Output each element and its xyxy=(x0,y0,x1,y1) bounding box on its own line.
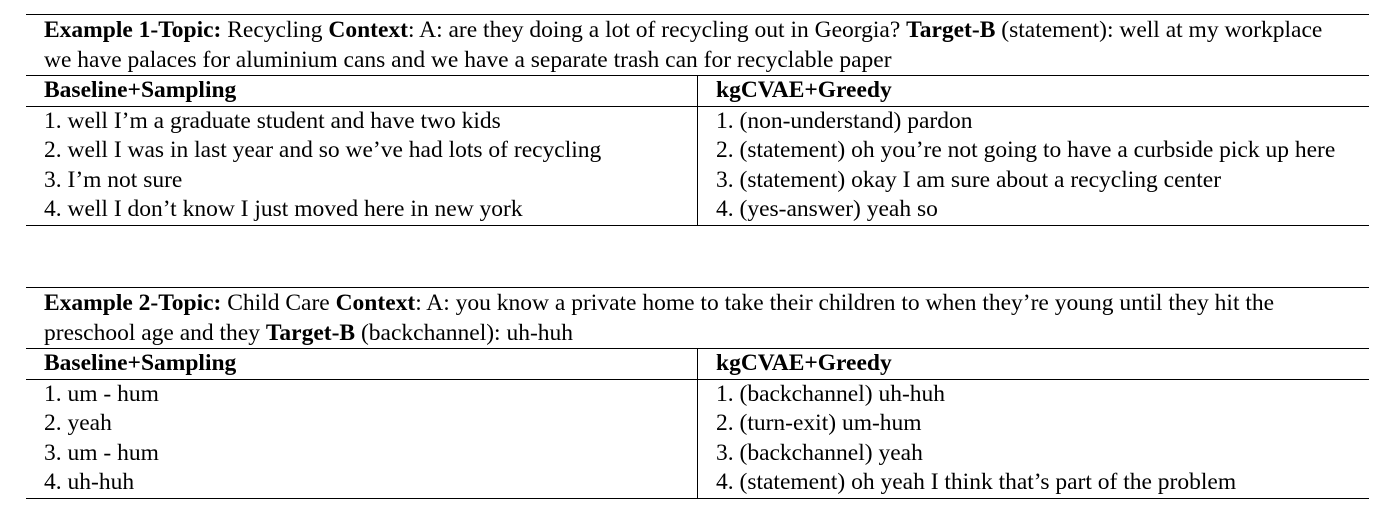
baseline-response: 1. well I’m a graduate student and have two kids xyxy=(26,107,698,137)
baseline-response: 4. uh-huh xyxy=(26,468,698,498)
target-text: (backchannel): uh-huh xyxy=(355,319,574,346)
table-row xyxy=(26,468,1369,498)
kgcvae-response: 3. (statement) okay I am sure about a recycling center xyxy=(716,166,1222,193)
context-text: : A: are they doing a lot of recycling out in Georgia? xyxy=(408,17,907,43)
table-row xyxy=(26,107,1369,137)
target-label: Target-B xyxy=(906,17,996,43)
example-table-1 xyxy=(26,14,1369,226)
context-label: Context xyxy=(335,290,416,316)
baseline-response: 3. um - hum xyxy=(26,439,698,469)
baseline-response: 1. um - hum xyxy=(26,380,698,410)
kgcvae-response: 2. (turn-exit) um-hum xyxy=(716,410,922,436)
table-row xyxy=(26,409,1369,439)
column-headers xyxy=(26,349,1369,380)
example-table-2 xyxy=(26,287,1369,499)
column-headers xyxy=(26,76,1369,107)
baseline-response: 4. well I don’t know I just moved here in new york xyxy=(26,195,698,225)
col-header-right: kgCVAE+Greedy xyxy=(716,77,892,103)
baseline-response: 3. I’m not sure xyxy=(26,166,698,196)
kgcvae-response: 1. (non-understand) pardon xyxy=(716,107,973,134)
col-header-right: kgCVAE+Greedy xyxy=(716,350,892,376)
example-label: Example 1-Topic: xyxy=(44,17,222,43)
example-header xyxy=(26,15,1369,76)
example-header xyxy=(26,288,1369,349)
baseline-response: 2. yeah xyxy=(26,409,698,439)
table-row xyxy=(26,380,1369,410)
table-row xyxy=(26,166,1369,196)
kgcvae-response: 4. (statement) oh yeah I think that’s part of the problem xyxy=(716,469,1237,495)
table-row xyxy=(26,195,1369,225)
context-text: : A: you know a private home to take their children to when they’re young until they hit the preschool age and they xyxy=(44,290,1275,346)
target-text: (statement): well at my workplace we have palaces for aluminium cans and we have a separate trash can for recyclable paper xyxy=(44,17,1323,73)
col-header-left: Baseline+Sampling xyxy=(26,76,698,106)
baseline-response: 2. well I was in last year and so we’ve had lots of recycling xyxy=(26,136,698,166)
kgcvae-response: 2. (statement) oh you’re not going to have a curbside pick up here xyxy=(716,137,1336,163)
target-label: Target-B xyxy=(265,319,356,346)
kgcvae-response: 1. (backchannel) uh-huh xyxy=(716,380,946,407)
topic-text: Recycling xyxy=(221,17,329,43)
table-row xyxy=(26,136,1369,166)
kgcvae-response: 4. (yes-answer) yeah so xyxy=(716,196,938,222)
context-label: Context xyxy=(328,17,409,43)
topic-text: Child Care xyxy=(221,290,336,316)
example-label: Example 2-Topic: xyxy=(44,290,222,316)
table-row xyxy=(26,439,1369,469)
kgcvae-response: 3. (backchannel) yeah xyxy=(716,439,923,466)
col-header-left: Baseline+Sampling xyxy=(26,349,698,379)
